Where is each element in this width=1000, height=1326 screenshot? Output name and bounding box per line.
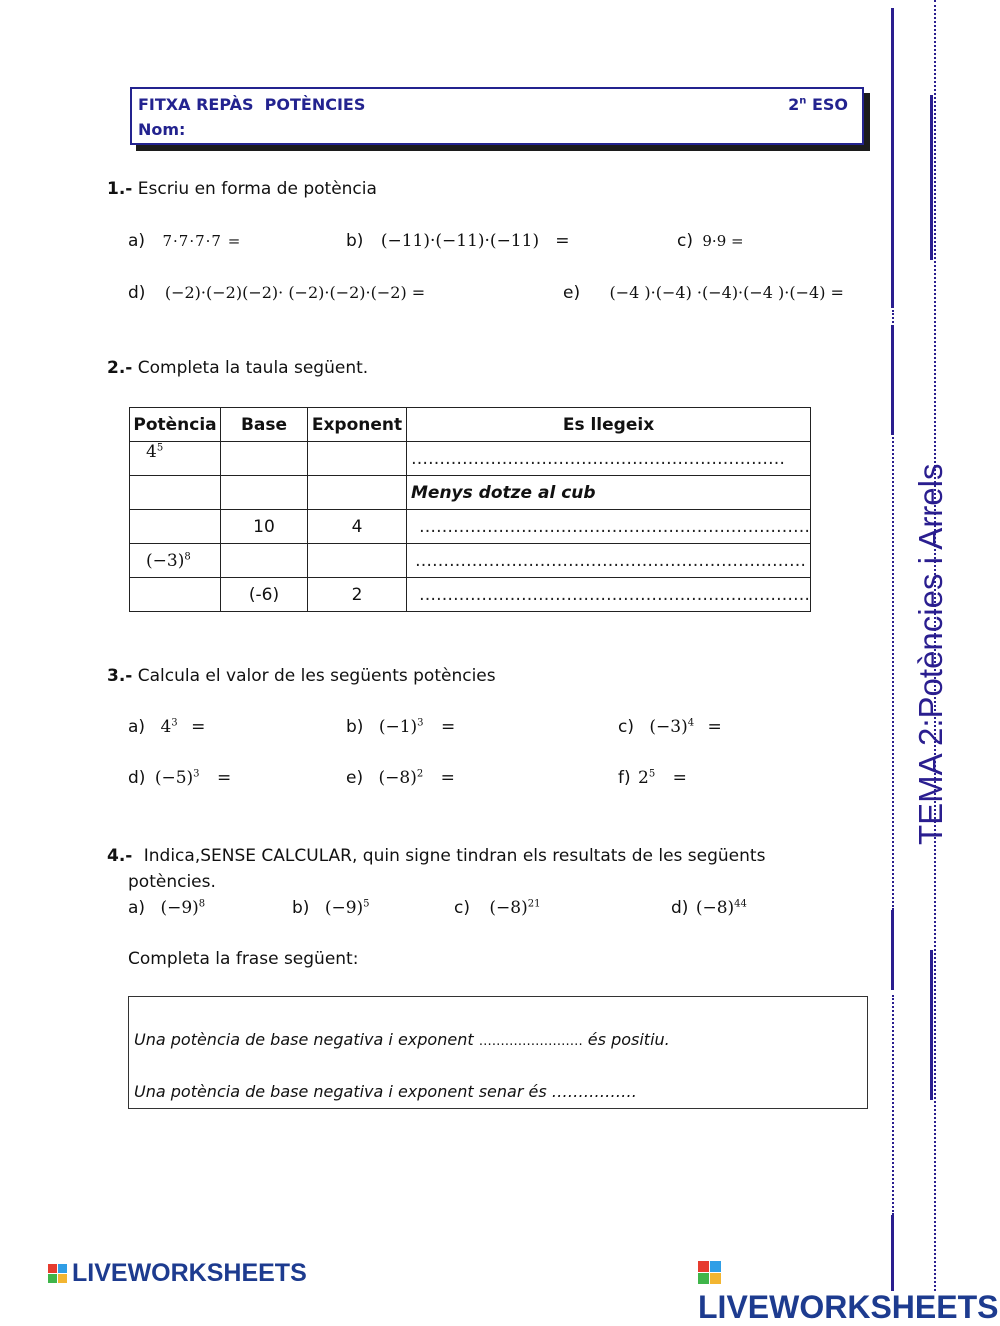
cell-potencia[interactable] xyxy=(130,476,221,510)
cell-base: (-6) xyxy=(221,578,308,612)
sentence-1-start: Una potència de base negativa i exponent xyxy=(134,1030,474,1049)
ex3-item-c-label: c) xyxy=(618,717,634,737)
cell-base[interactable] xyxy=(221,476,308,510)
cell-exponent: 4 xyxy=(308,510,407,544)
power-base: 4 xyxy=(160,717,172,737)
equals-sign: = xyxy=(440,768,455,788)
table-row xyxy=(130,476,811,510)
table-row xyxy=(130,544,811,578)
ex1-item-c-expr: 9·9 = xyxy=(702,232,744,250)
exercise2-number: 2.- xyxy=(107,358,133,378)
exercise1-number: 1.- xyxy=(107,179,133,199)
power-exp: 21 xyxy=(527,898,541,910)
col-header-potencia: Potència xyxy=(130,408,221,442)
side-title: TEMA 2:Potències i Arrels xyxy=(912,463,949,845)
potencia-base: 4 xyxy=(146,442,157,462)
power-base: (−9) xyxy=(324,898,364,918)
sentence-box xyxy=(128,996,868,1109)
ex4-item-d-label: d) xyxy=(671,898,689,918)
power-base: (−8) xyxy=(489,898,528,918)
ex3-item-b-label: b) xyxy=(346,717,364,737)
ex4-item-a xyxy=(128,898,205,918)
ex3-item-b-power xyxy=(379,717,424,737)
ex1-item-d-expr: (−2)·(−2)(−2)· (−2)·(−2)·(−2) = xyxy=(164,283,426,302)
ex3-item-d-power xyxy=(155,768,200,788)
col-header-exponent: Exponent xyxy=(308,408,407,442)
cell-base[interactable] xyxy=(221,544,308,578)
ex4-item-b-power xyxy=(325,898,370,918)
ex4-item-c-label: c) xyxy=(454,898,470,918)
power-exp: 44 xyxy=(734,898,747,910)
ex1-item-b-label: b) xyxy=(346,231,364,251)
cell-exponent[interactable] xyxy=(308,442,407,476)
equals-sign: = xyxy=(707,717,722,737)
ex4-item-c-power xyxy=(489,898,540,918)
table-row xyxy=(130,578,811,612)
cell-potencia[interactable] xyxy=(130,442,221,476)
cell-exponent: 2 xyxy=(308,578,407,612)
ex3-item-d-label: d) xyxy=(128,768,146,788)
cell-exponent[interactable] xyxy=(308,476,407,510)
sentence-1 xyxy=(134,1030,670,1049)
ex1-item-a-label: a) xyxy=(128,231,146,251)
power-base: (−8) xyxy=(695,898,735,918)
border-line-segment xyxy=(930,950,933,1100)
ex1-item-b xyxy=(346,231,570,251)
equals-sign: = xyxy=(440,717,456,737)
table-row xyxy=(130,442,811,476)
powers-table xyxy=(129,407,811,612)
worksheet-header xyxy=(130,87,864,145)
potencia-base: (−3) xyxy=(146,550,185,571)
table-row xyxy=(130,510,811,544)
liveworksheets-mark-icon xyxy=(698,1261,722,1285)
ex4-item-b-label: b) xyxy=(292,898,310,918)
liveworksheets-logo-right xyxy=(698,1252,1000,1326)
potencia-exp: 5 xyxy=(156,442,164,454)
power-exp: 3 xyxy=(417,717,424,729)
equals-sign: = xyxy=(191,717,206,737)
sentence-1-end: és positiu. xyxy=(587,1030,670,1049)
ex4-item-c xyxy=(454,898,540,918)
col-header-llegeix: Es llegeix xyxy=(407,408,811,442)
ex3-item-e-power xyxy=(379,768,424,788)
ex3-item-e xyxy=(346,768,455,788)
table-header-row xyxy=(130,408,811,442)
exercise4-instruction-line2: potències. xyxy=(128,872,216,892)
cell-potencia xyxy=(130,544,221,578)
liveworksheets-text: LIVEWORKSHEETS xyxy=(72,1259,307,1287)
cell-base[interactable] xyxy=(221,442,308,476)
border-line-segment xyxy=(930,95,933,260)
ex3-item-a-power xyxy=(160,717,177,737)
power-exp: 3 xyxy=(193,768,200,780)
ex4-item-a-power xyxy=(160,898,205,918)
cell-llegeix[interactable]: …………………………………………………………… xyxy=(407,510,811,544)
ex3-item-c-power xyxy=(649,717,694,737)
potencia-exp: 8 xyxy=(184,550,191,562)
exercise4-instruction-line1: Indica,SENSE CALCULAR, quin signe tindran els resultats de les següents xyxy=(143,846,766,866)
power-exp: 4 xyxy=(687,717,695,729)
ex3-item-f-label: f) xyxy=(618,768,631,788)
liveworksheets-text: LIVEWORKSHEETS xyxy=(698,1289,999,1325)
power-base: (−5) xyxy=(154,768,194,788)
exercise2-heading xyxy=(107,358,368,378)
equals-sign: = xyxy=(216,768,232,788)
exercise2-instruction: Completa la taula següent. xyxy=(137,358,369,378)
exercise4-number: 4.- xyxy=(107,846,133,866)
exercise3-heading xyxy=(107,666,496,686)
power-base: 2 xyxy=(638,768,649,788)
sentence-2: Una potència de base negativa i exponent senar és ……………. xyxy=(134,1082,637,1101)
cell-llegeix[interactable]: …………………………………………………………… xyxy=(407,578,811,612)
power-base: (−8) xyxy=(378,768,417,788)
ex3-item-f-power xyxy=(638,768,655,788)
ex3-item-a xyxy=(128,717,205,737)
equals-sign: = xyxy=(672,768,687,788)
ex1-item-a xyxy=(128,231,241,251)
col-header-base: Base xyxy=(221,408,308,442)
ex1-item-d-label: d) xyxy=(128,283,146,303)
exercise1-heading xyxy=(107,179,377,199)
ex4-item-d-power xyxy=(696,898,747,918)
ex1-item-c-label: c) xyxy=(677,231,693,251)
ex4-item-b xyxy=(292,898,370,918)
ex3-item-d xyxy=(128,768,231,788)
course-level xyxy=(788,95,848,114)
complete-prompt: Completa la frase següent: xyxy=(128,949,359,969)
power-exp: 3 xyxy=(171,717,178,729)
ex1-item-e-label: e) xyxy=(563,283,581,303)
exercise3-number: 3.- xyxy=(107,666,133,686)
exercise4-heading xyxy=(107,846,765,866)
power-exp: 8 xyxy=(198,898,206,910)
power-exp: 2 xyxy=(416,768,424,780)
exercise3-instruction: Calcula el valor de les següents potències xyxy=(137,666,496,686)
cell-base: 10 xyxy=(221,510,308,544)
ex3-item-f xyxy=(618,768,687,788)
exercise1-instruction: Escriu en forma de potència xyxy=(137,179,377,199)
course-level-eso: ESO xyxy=(811,95,848,114)
ex1-item-a-expr: 7·7·7·7 = xyxy=(162,232,242,250)
ex1-item-e xyxy=(563,283,844,303)
cell-potencia[interactable] xyxy=(130,578,221,612)
cell-potencia[interactable] xyxy=(130,510,221,544)
liveworksheets-logo-left xyxy=(48,1259,307,1288)
ex1-item-d xyxy=(128,283,425,303)
border-line-segment xyxy=(891,910,894,990)
sentence-1-blank[interactable]: …………………… xyxy=(478,1034,583,1049)
ex1-item-c xyxy=(677,231,744,251)
name-label: Nom: xyxy=(138,120,186,139)
ex3-item-b xyxy=(346,717,455,737)
ex3-item-c xyxy=(618,717,722,737)
border-line-segment xyxy=(891,8,894,308)
course-level-sup: n xyxy=(799,95,807,107)
border-dotted-line xyxy=(892,995,894,1215)
worksheet-title: FITXA REPÀS POTÈNCIES xyxy=(138,95,366,114)
ex1-item-e-expr: (−4 )·(−4) ·(−4)·(−4 )·(−4) = xyxy=(609,283,844,302)
ex1-item-b-expr: (−11)·(−11)·(−11) = xyxy=(380,231,570,251)
cell-llegeix[interactable]: …………………………………………………………… xyxy=(407,544,811,578)
cell-llegeix[interactable]: ………………………………………………………… xyxy=(407,442,811,476)
ex3-item-e-label: e) xyxy=(346,768,364,788)
ex3-item-a-label: a) xyxy=(128,717,146,737)
power-exp: 5 xyxy=(648,768,656,780)
cell-exponent[interactable] xyxy=(308,544,407,578)
power-base: (−1) xyxy=(378,717,418,737)
ex4-item-a-label: a) xyxy=(128,898,146,918)
power-exp: 5 xyxy=(363,898,370,910)
liveworksheets-mark-icon xyxy=(48,1264,68,1284)
cell-llegeix: Menys dotze al cub xyxy=(407,476,811,510)
power-base: (−9) xyxy=(160,898,199,918)
border-dotted-line xyxy=(892,310,894,910)
ex4-item-d xyxy=(671,898,747,918)
course-level-number: 2 xyxy=(788,95,800,114)
power-base: (−3) xyxy=(649,717,688,737)
